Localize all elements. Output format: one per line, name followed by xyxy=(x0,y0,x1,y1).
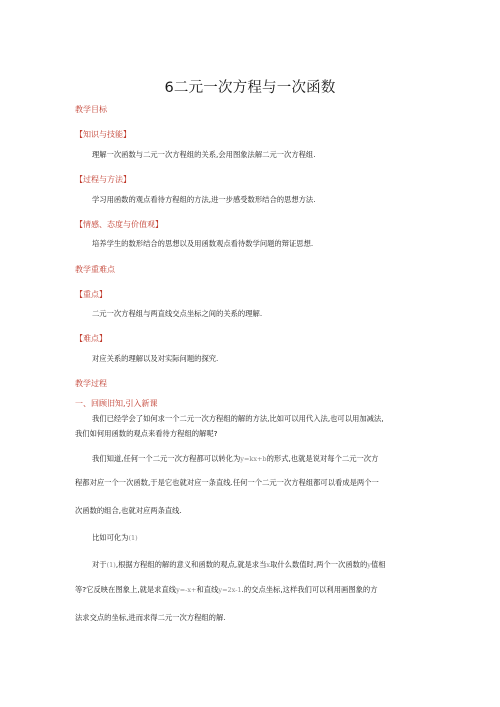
p2-line1-a: 我们知道,任何一个二元一次方程都可以转化为 xyxy=(92,454,241,463)
p2-line1-b: 的形式,也就是说对每个二元一次方 xyxy=(266,454,379,463)
p4-line1-b: ,根据方程组的解的意义和函数的观点,就是求当 xyxy=(115,560,267,569)
p2-math1: y=kx+b xyxy=(240,455,267,463)
p3 xyxy=(92,532,138,544)
p3-a: 比如可化为 xyxy=(92,533,129,542)
process-heading: 【过程与方法】 xyxy=(75,175,131,184)
p1-line1: 我们已经学会了如何求一个二元一次方程组的解的方法,比如可以用代入法,也可以用加减法, xyxy=(92,414,384,423)
p4-line1-a: 对于 xyxy=(92,560,107,569)
p2-line1 xyxy=(92,453,378,465)
p2-line3: 次函数的组合,也就对应两条直线. xyxy=(75,506,182,515)
teaching-process-heading: 教学过程 xyxy=(75,379,107,388)
p4-math3: y xyxy=(367,561,371,569)
p4-line1-d: 值相 xyxy=(370,560,386,569)
p4-math5: y=2x-1 xyxy=(218,586,242,594)
knowledge-text: 理解一次函数与二元一次方程组的关系,会用图象法解二元一次方程组. xyxy=(92,150,316,159)
p4-line2-a: 等?它反映在图象上,就是求直线 xyxy=(75,585,177,594)
p4-line2 xyxy=(75,584,378,596)
p4-line3: 法求交点的坐标,进而求得二元一次方程组的解. xyxy=(75,613,226,622)
p4-line1-c: 取什么数值时,两个一次函数的 xyxy=(270,560,368,569)
emotion-text: 培养学生的数形结合的思想以及用函数观点看待数学问题的辩证思想. xyxy=(92,239,314,248)
process-text: 学习用函数的观点看待方程组的方法,进一步感受数形结合的思想方法. xyxy=(92,195,316,204)
key-text: 二元一次方程组与两直线交点坐标之间的关系的理解. xyxy=(92,309,263,318)
difficult-heading: 【难点】 xyxy=(75,334,107,343)
p2-line2: 程都对应一个一次函数,于是它也就对应一条直线.任何一个二元一次方程组都可以看成是两个一 xyxy=(75,478,379,487)
difficult-text: 对应关系的理解以及对实际问题的探究. xyxy=(92,354,219,363)
p4-math2: x xyxy=(266,561,271,569)
p4-line2-c: .的交点坐标,这样我们可以利用画图象的方 xyxy=(241,585,378,594)
objectives-heading: 教学目标 xyxy=(75,105,107,114)
p1-line2: 我们如何用函数的观点来看待方程组的解呢? xyxy=(75,429,218,438)
emotion-heading: 【情感、态度与价值观】 xyxy=(75,220,163,229)
key-difficult-heading: 教学重难点 xyxy=(75,265,115,274)
p4-line1 xyxy=(92,559,386,571)
p4-math1: (1) xyxy=(106,561,116,569)
knowledge-heading: 【知识与技能】 xyxy=(75,130,131,139)
step1-heading: 一、回顾旧知,引入新课 xyxy=(75,399,158,408)
p4-line2-b: 和直线 xyxy=(196,585,219,594)
key-heading: 【重点】 xyxy=(75,290,107,299)
p3-math: (1) xyxy=(128,534,138,542)
p4-math4: y=-x+ xyxy=(176,586,197,594)
document-title: 6二元一次方程与一次函数 xyxy=(164,80,336,96)
